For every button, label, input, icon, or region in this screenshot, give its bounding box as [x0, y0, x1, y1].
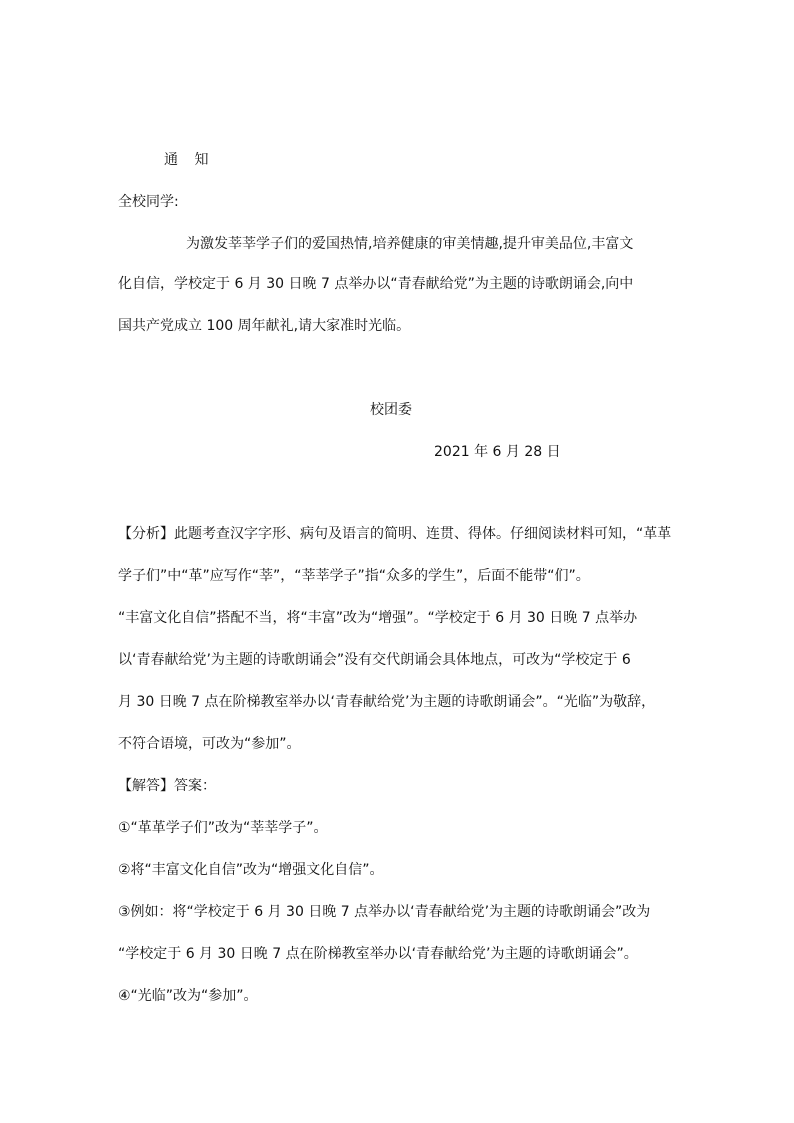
answer-item: ②将“丰富文化自信”改为“增强文化自信”。: [118, 862, 384, 878]
notice-title: 通 知: [164, 152, 215, 168]
analysis-line: 【分析】此题考查汉字字形、病句及语言的简明、连贯、得体。仔细阅读材料可知，“革革: [118, 526, 672, 542]
analysis-line: 以‘青春献给党’为主题的诗歌朗诵会”没有交代朗诵会具体地点，可改为“学校定于 6: [118, 652, 631, 668]
notice-signer: 校团委: [370, 402, 412, 418]
notice-salutation: 全校同学:: [118, 194, 179, 210]
notice-body-line: 化自信，学校定于 6 月 30 日晚 7 点举办以“青春献给党”为主题的诗歌朗诵会,向中: [118, 276, 634, 292]
notice-body-line: 为激发莘莘学子们的爱国热情,培养健康的审美情趣,提升审美品位,丰富文: [186, 236, 634, 252]
notice-body-line: 国共产党成立 100 周年献礼,请大家准时光临。: [118, 318, 411, 334]
analysis-line: 月 30 日晚 7 点在阶梯教室举办以‘青春献给党’为主题的诗歌朗诵会”。“光临”为敬辞，: [118, 694, 656, 710]
analysis-line: “丰富文化自信”搭配不当，将“丰富”改为“增强”。“学校定于 6 月 30 日晚 7 点举办: [118, 610, 638, 626]
answer-item: ④“光临”改为“参加”。: [118, 988, 258, 1004]
analysis-line: 不符合语境，可改为“参加”。: [118, 736, 301, 752]
analysis-line: 学子们”中“革”应写作“莘”，“莘莘学子”指“众多的学生”，后面不能带“们”。: [118, 568, 590, 584]
answer-item: ①“革革学子们”改为“莘莘学子”。: [118, 820, 328, 836]
answer-item: “学校定于 6 月 30 日晚 7 点在阶梯教室举办以‘青春献给党’为主题的诗歌朗诵会”。: [118, 946, 638, 962]
notice-date: 2021 年 6 月 28 日: [434, 444, 561, 460]
answer-heading: 【解答】答案：: [118, 778, 216, 794]
answer-item: ③例如：将“学校定于 6 月 30 日晚 7 点举办以‘青春献给党’为主题的诗歌朗诵会”改为: [118, 904, 651, 920]
